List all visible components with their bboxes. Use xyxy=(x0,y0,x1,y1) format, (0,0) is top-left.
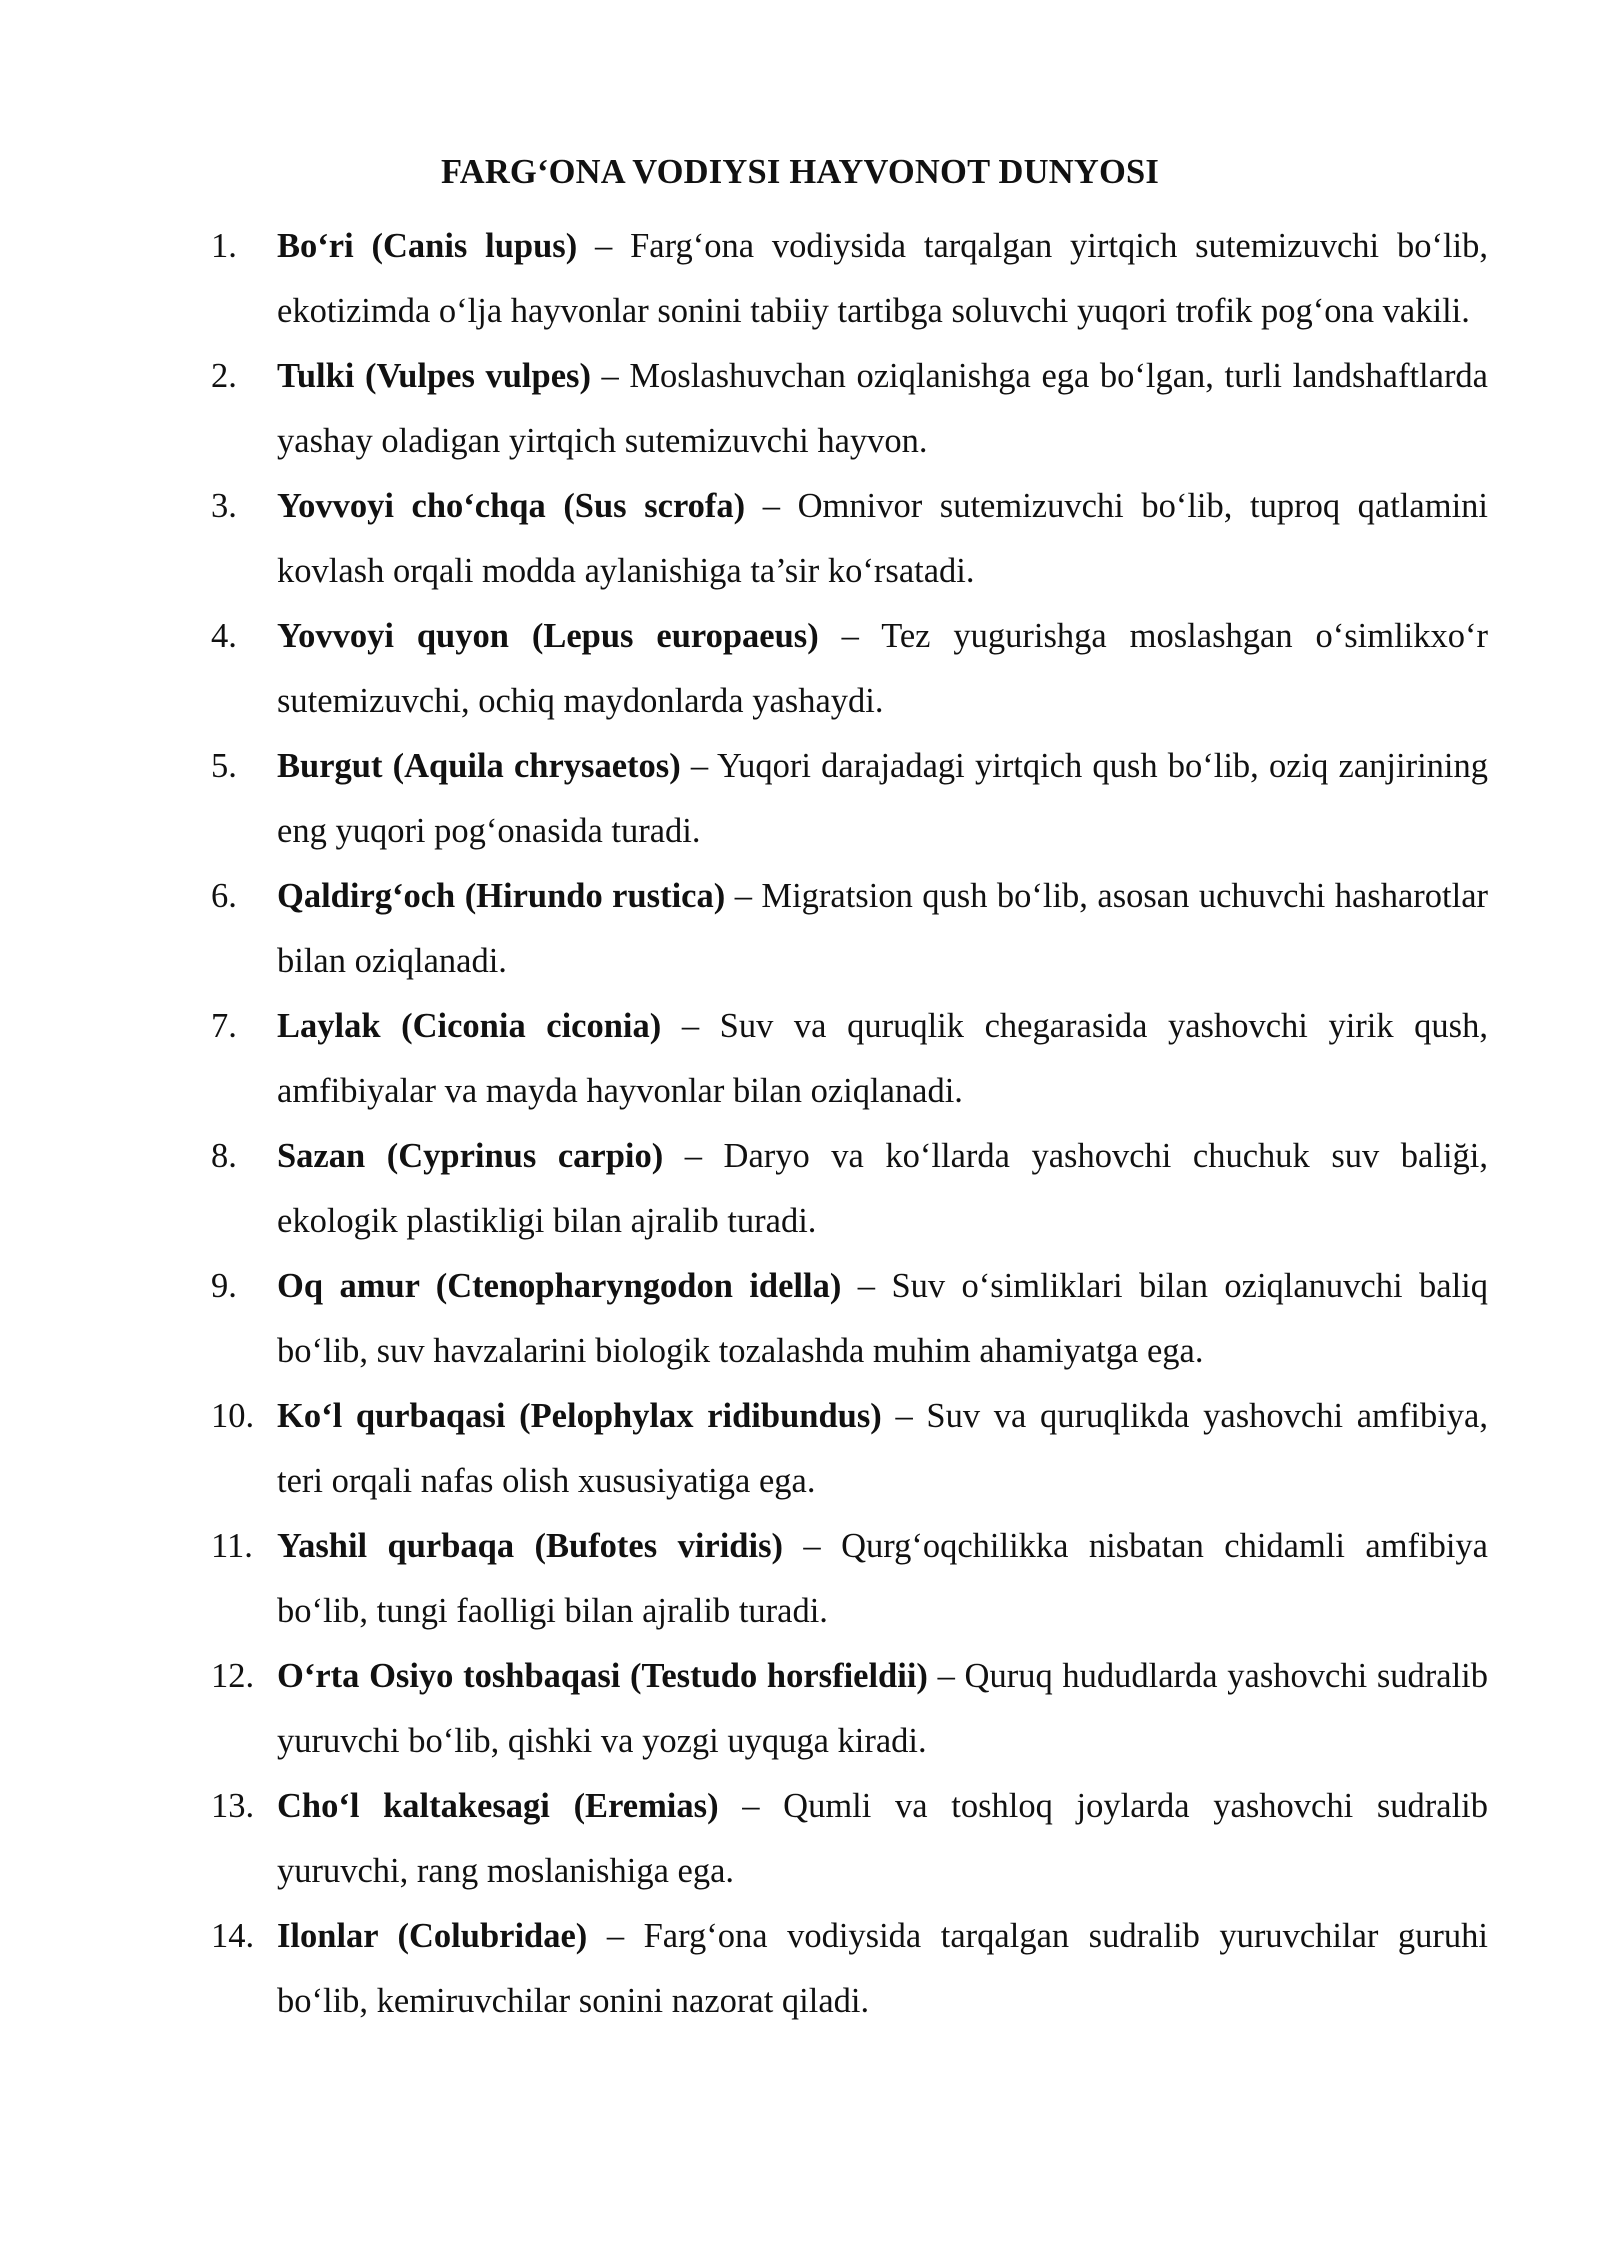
item-text xyxy=(277,474,1488,604)
list-item xyxy=(0,344,1600,474)
item-text xyxy=(277,1124,1488,1254)
item-number: 8. xyxy=(211,1137,237,1175)
species-description: – Omnivor sutemizuvchi bo‘lib, tuproq qatlamini kovlash orqali modda aylanishiga ta’sir ko‘rsatadi. xyxy=(277,487,1488,590)
item-number: 12. xyxy=(211,1657,255,1695)
list-item xyxy=(0,1514,1600,1644)
species-name: Yashil qurbaqa (Bufotes viridis) xyxy=(277,1527,783,1565)
species-name: Yovvoyi quyon (Lepus europaeus) xyxy=(277,617,819,655)
item-text xyxy=(277,1904,1488,2034)
list-item xyxy=(0,1774,1600,1904)
species-name: Ko‘l qurbaqasi (Pelophylax ridibundus) xyxy=(277,1397,882,1435)
species-name: Laylak (Ciconia ciconia) xyxy=(277,1007,662,1045)
species-description: – Qumli va toshloq joylarda yashovchi sudralib yuruvchi, rang moslanishiga ega. xyxy=(277,1787,1488,1890)
species-description: – Daryo va ko‘llarda yashovchi chuchuk suv baliği, ekologik plastikligi bilan ajralib turadi. xyxy=(277,1137,1488,1240)
list-item xyxy=(0,1124,1600,1254)
item-text xyxy=(277,1384,1488,1514)
species-name: O‘rta Osiyo toshbaqasi (Testudo horsfieldii) xyxy=(277,1657,928,1695)
species-description: – Moslashuvchan oziqlanishga ega bo‘lgan, turli landshaftlarda yashay oladigan yirtqich sutemizuvchi hayvon. xyxy=(277,357,1488,460)
item-text xyxy=(277,604,1488,734)
species-list xyxy=(0,214,1600,2034)
item-text xyxy=(277,1774,1488,1904)
species-description: – Suv va quruqlikda yashovchi amfibiya, teri orqali nafas olish xususiyatiga ega. xyxy=(277,1397,1488,1500)
page-title: FARG‘ONA VODIYSI HAYVONOT DUNYOSI xyxy=(440,153,1159,191)
list-item xyxy=(0,214,1600,344)
item-number: 10. xyxy=(211,1397,255,1435)
species-description: – Tez yugurishga moslashgan o‘simlikxo‘r sutemizuvchi, ochiq maydonlarda yashaydi. xyxy=(277,617,1488,720)
species-description: – Quruq hududlarda yashovchi sudralib yuruvchi bo‘lib, qishki va yozgi uyquga kiradi. xyxy=(277,1657,1488,1760)
species-description: – Suv va quruqlik chegarasida yashovchi yirik qush, amfibiyalar va mayda hayvonlar bilan oziqlanadi. xyxy=(277,1007,1488,1110)
item-number: 6. xyxy=(211,877,237,915)
item-text xyxy=(277,344,1488,474)
species-description: – Farg‘ona vodiysida tarqalgan yirtqich sutemizuvchi bo‘lib, ekotizimda o‘lja hayvonlar sonini tabiiy tartibga soluvchi yuqori trofik pog‘ona vakili. xyxy=(277,227,1488,330)
item-text xyxy=(277,1254,1488,1384)
item-number: 14. xyxy=(211,1917,255,1955)
species-name: Tulki (Vulpes vulpes) xyxy=(277,357,591,395)
list-item xyxy=(0,1384,1600,1514)
list-item xyxy=(0,474,1600,604)
list-item xyxy=(0,604,1600,734)
item-number: 4. xyxy=(211,617,237,655)
item-text xyxy=(277,864,1488,994)
item-number: 7. xyxy=(211,1007,237,1045)
item-number: 11. xyxy=(211,1527,253,1565)
item-text xyxy=(277,214,1488,344)
species-name: Ilonlar (Colubridae) xyxy=(277,1917,588,1955)
item-number: 5. xyxy=(211,747,237,785)
item-number: 2. xyxy=(211,357,237,395)
species-name: Qaldirg‘och (Hirundo rustica) xyxy=(277,877,726,915)
species-name: Oq amur (Ctenopharyngodon idella) xyxy=(277,1267,842,1305)
list-item xyxy=(0,1254,1600,1384)
species-description: – Migratsion qush bo‘lib, asosan uchuvchi hasharotlar bilan oziqlanadi. xyxy=(277,877,1488,980)
species-name: Bo‘ri (Canis lupus) xyxy=(277,227,578,265)
species-description: – Qurg‘oqchilikka nisbatan chidamli amfibiya bo‘lib, tungi faolligi bilan ajralib turadi. xyxy=(277,1527,1488,1630)
species-description: – Yuqori darajadagi yirtqich qush bo‘lib, oziq zanjirining eng yuqori pog‘onasida turadi. xyxy=(277,747,1489,850)
list-item xyxy=(0,734,1600,864)
item-number: 13. xyxy=(211,1787,255,1825)
list-item xyxy=(0,994,1600,1124)
species-name: Sazan (Cyprinus carpio) xyxy=(277,1137,664,1175)
list-item xyxy=(0,864,1600,994)
species-name: Cho‘l kaltakesagi (Eremias) xyxy=(277,1787,719,1825)
species-description: – Suv o‘simliklari bilan oziqlanuvchi baliq bo‘lib, suv havzalarini biologik tozalashda muhim ahamiyatga ega. xyxy=(277,1267,1488,1370)
species-name: Burgut (Aquila chrysaetos) xyxy=(277,747,681,785)
item-text xyxy=(277,734,1488,864)
species-name: Yovvoyi cho‘chqa (Sus scrofa) xyxy=(277,487,746,525)
species-description: – Farg‘ona vodiysida tarqalgan sudralib yuruvchilar guruhi bo‘lib, kemiruvchilar sonini nazorat qiladi. xyxy=(277,1917,1489,2020)
item-text xyxy=(277,1514,1488,1644)
item-text xyxy=(277,994,1488,1124)
item-number: 1. xyxy=(211,227,237,265)
list-item xyxy=(0,1904,1600,2034)
item-number: 3. xyxy=(211,487,237,525)
item-text xyxy=(277,1644,1488,1774)
list-item xyxy=(0,1644,1600,1774)
item-number: 9. xyxy=(211,1267,237,1305)
